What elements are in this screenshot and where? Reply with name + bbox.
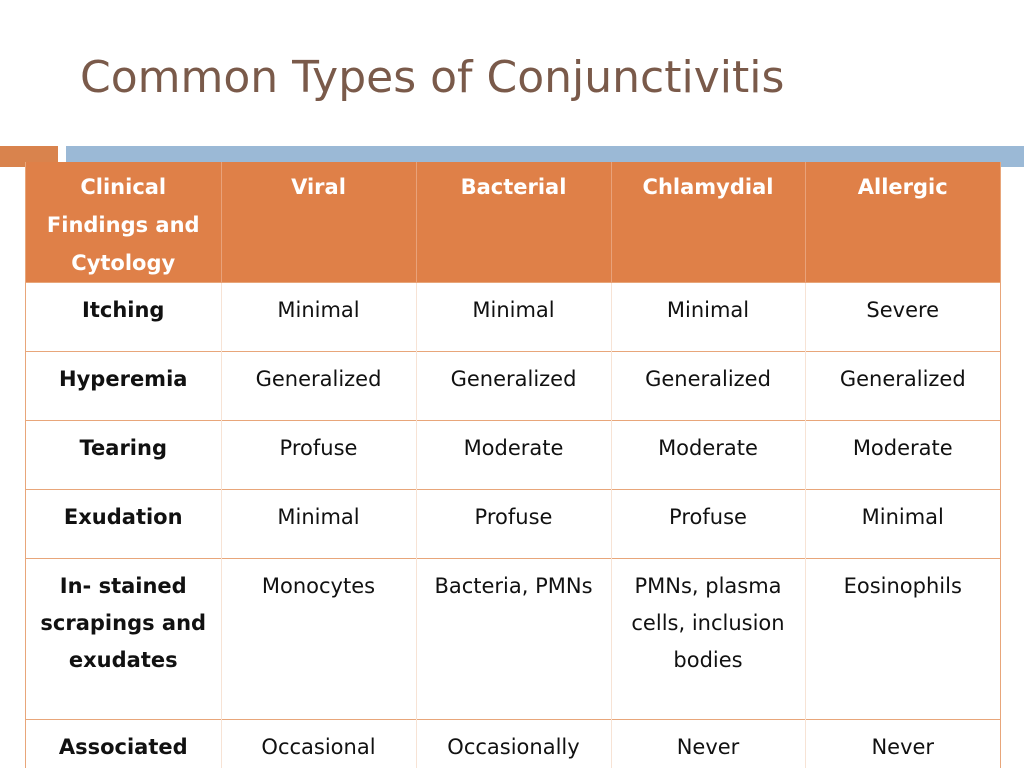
table-cell: Minimal (805, 490, 1000, 559)
table-cell: Generalized (221, 352, 416, 421)
row-label: In- stained scrapings and exudates (26, 559, 221, 720)
header-allergic: Allergic (805, 162, 1000, 283)
table-header-row (26, 162, 1000, 283)
table-cell: Profuse (611, 490, 805, 559)
table-cell: PMNs, plasma cells, inclusion bodies (611, 559, 805, 720)
table-cell: Minimal (611, 283, 805, 352)
table-cell: Profuse (416, 490, 611, 559)
table-row (26, 559, 1000, 720)
table-row (26, 283, 1000, 352)
table-cell: Severe (805, 283, 1000, 352)
table-cell: Moderate (805, 421, 1000, 490)
table-cell: Bacteria, PMNs (416, 559, 611, 720)
row-label: Tearing (26, 421, 221, 490)
slide-title: Common Types of Conjunctivitis (80, 52, 785, 103)
table-row (26, 720, 1000, 768)
table-cell: Eosinophils (805, 559, 1000, 720)
header-chlamydial: Chlamydial (611, 162, 805, 283)
conjunctivitis-table (25, 162, 1001, 768)
table-cell: Generalized (416, 352, 611, 421)
table-cell: Profuse (221, 421, 416, 490)
table-cell: Never (611, 720, 805, 768)
header-clinical-findings: Clinical Findings and Cytology (26, 162, 221, 283)
table-row (26, 352, 1000, 421)
row-label: Associated (26, 720, 221, 768)
table-cell: Minimal (416, 283, 611, 352)
table-cell: Monocytes (221, 559, 416, 720)
table-cell: Occasionally (416, 720, 611, 768)
table-cell: Generalized (805, 352, 1000, 421)
table-cell: Minimal (221, 490, 416, 559)
table-cell: Generalized (611, 352, 805, 421)
table-cell: Never (805, 720, 1000, 768)
table-cell: Moderate (611, 421, 805, 490)
table-cell: Minimal (221, 283, 416, 352)
header-bacterial: Bacterial (416, 162, 611, 283)
table-row (26, 490, 1000, 559)
row-label: Exudation (26, 490, 221, 559)
comparison-table (26, 162, 1000, 768)
table-row (26, 421, 1000, 490)
row-label: Hyperemia (26, 352, 221, 421)
table-cell: Occasional (221, 720, 416, 768)
row-label: Itching (26, 283, 221, 352)
header-viral: Viral (221, 162, 416, 283)
table-cell: Moderate (416, 421, 611, 490)
